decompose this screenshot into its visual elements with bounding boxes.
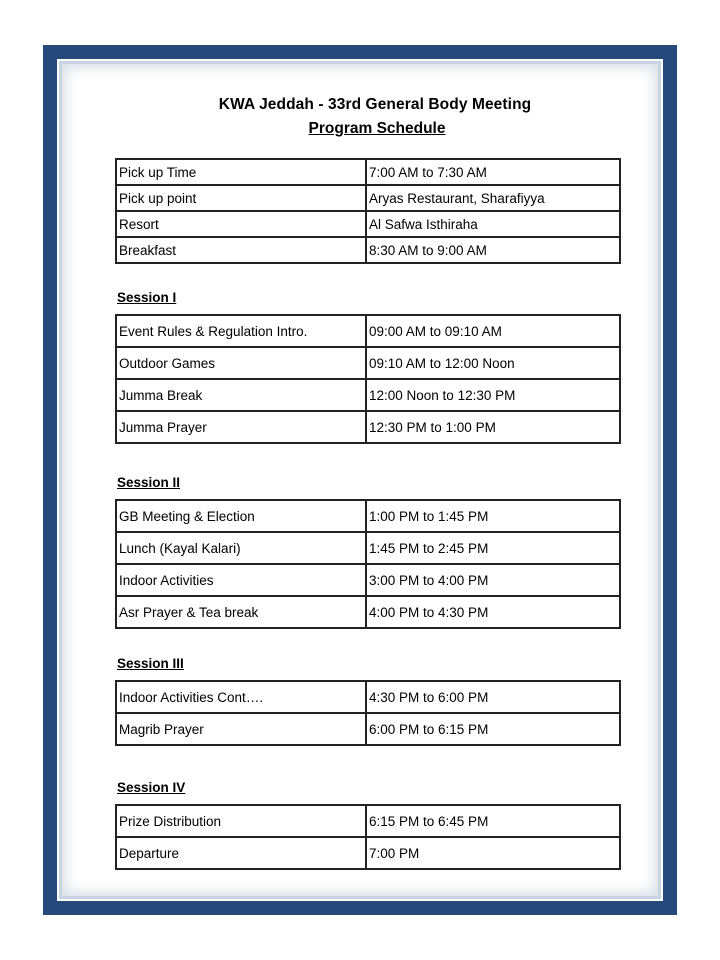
item-cell: Breakfast [116, 237, 366, 263]
table-row [116, 681, 620, 713]
session-2-heading: Session II [117, 475, 181, 490]
table-row [116, 159, 620, 185]
session-4-heading: Session IV [117, 780, 186, 795]
item-cell: Asr Prayer & Tea break [116, 596, 366, 628]
page-content [57, 59, 663, 901]
table-row [116, 564, 620, 596]
table-row [116, 500, 620, 532]
item-cell: Jumma Prayer [116, 411, 366, 443]
item-cell: Departure [116, 837, 366, 869]
item-cell: Event Rules & Regulation Intro. [116, 315, 366, 347]
time-cell: 12:30 PM to 1:00 PM [366, 411, 620, 443]
time-cell: Al Safwa Isthiraha [366, 211, 620, 237]
item-cell: Outdoor Games [116, 347, 366, 379]
time-cell: Aryas Restaurant, Sharafiyya [366, 185, 620, 211]
item-cell: Pick up point [116, 185, 366, 211]
table-row [116, 596, 620, 628]
session-1-heading: Session I [117, 290, 177, 305]
item-cell: Lunch (Kayal Kalari) [116, 532, 366, 564]
page-frame [43, 45, 677, 915]
item-cell: Prize Distribution [116, 805, 366, 837]
session-2-table [115, 499, 621, 629]
document-subtitle: Program Schedule [308, 120, 446, 137]
table-row [116, 347, 620, 379]
time-cell: 09:00 AM to 09:10 AM [366, 315, 620, 347]
item-cell: Indoor Activities Cont…. [116, 681, 366, 713]
time-cell: 12:00 Noon to 12:30 PM [366, 379, 620, 411]
table-row [116, 379, 620, 411]
time-cell: 4:00 PM to 4:30 PM [366, 596, 620, 628]
session-1-table [115, 314, 621, 444]
item-cell: GB Meeting & Election [116, 500, 366, 532]
table-row [116, 211, 620, 237]
table-row [116, 315, 620, 347]
general-info-table [115, 158, 621, 264]
table-row [116, 532, 620, 564]
session-4-table [115, 804, 621, 870]
time-cell: 8:30 AM to 9:00 AM [366, 237, 620, 263]
time-cell: 7:00 PM [366, 837, 620, 869]
table-row [116, 237, 620, 263]
item-cell: Resort [116, 211, 366, 237]
time-cell: 4:30 PM to 6:00 PM [366, 681, 620, 713]
table-row [116, 837, 620, 869]
time-cell: 1:00 PM to 1:45 PM [366, 500, 620, 532]
table-row [116, 713, 620, 745]
item-cell: Pick up Time [116, 159, 366, 185]
time-cell: 6:15 PM to 6:45 PM [366, 805, 620, 837]
table-row [116, 805, 620, 837]
table-row [116, 411, 620, 443]
item-cell: Jumma Break [116, 379, 366, 411]
session-3-heading: Session III [117, 656, 184, 671]
time-cell: 6:00 PM to 6:15 PM [366, 713, 620, 745]
table-row [116, 185, 620, 211]
session-3-table [115, 680, 621, 746]
time-cell: 7:00 AM to 7:30 AM [366, 159, 620, 185]
time-cell: 3:00 PM to 4:00 PM [366, 564, 620, 596]
item-cell: Magrib Prayer [116, 713, 366, 745]
time-cell: 1:45 PM to 2:45 PM [366, 532, 620, 564]
time-cell: 09:10 AM to 12:00 Noon [366, 347, 620, 379]
document-title: KWA Jeddah - 33rd General Body Meeting [218, 96, 532, 113]
item-cell: Indoor Activities [116, 564, 366, 596]
